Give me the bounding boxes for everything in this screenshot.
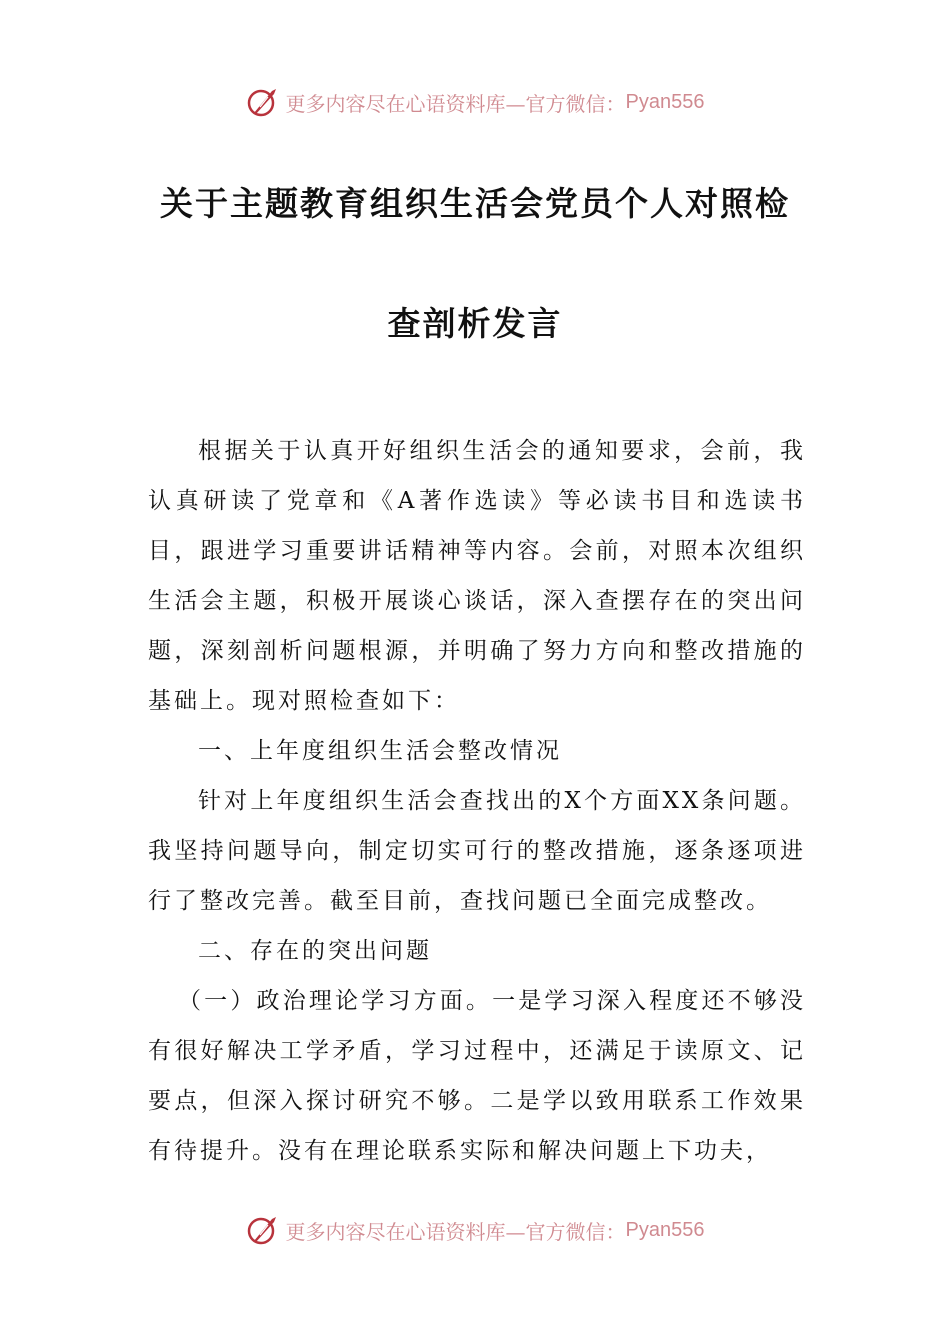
- banner-text: 更多内容尽在心语资料库—官方微信：: [285, 91, 626, 116]
- banner-wechat-handle: Pyan556: [625, 90, 705, 113]
- section-heading: 二、存在的突出问题: [198, 938, 432, 964]
- document-title-line-2: 查剖析发言: [387, 304, 563, 343]
- body-paragraph: 根据关于认真开好组织生活会的通知要求，会前，我认真研读了党章和《A著作选读》等必读书目和选读书目，跟进学习重要讲话精神等内容。会前，对照本次组织生活会主题，积极开展谈心谈话，深入查摆存在的突出问题，深刻剖析问题根源，并明确了努力方向和整改措施的基础上。现对照检查如下：: [148, 438, 806, 714]
- banner-text: 更多内容尽在心语资料库—官方微信：: [285, 1219, 626, 1244]
- document-title-line-1: 关于主题教育组织生活会党员个人对照检: [160, 184, 790, 223]
- body-paragraph: （一）政治理论学习方面。一是学习深入程度还不够没有很好解决工学矛盾，学习过程中，还满足于读原文、记要点，但深入探讨研究不够。二是学以致用联系工作效果有待提升。没有在理论联系实际和解决问题上下功夫，: [148, 988, 806, 1164]
- body-paragraph: 针对上年度组织生活会查找出的X个方面XX条问题。我坚持问题导向，制定切实可行的整改措施，逐条逐项进行了整改完善。截至目前，查找问题已全面完成整改。: [148, 788, 806, 914]
- quill-circle-logo-icon: [246, 1213, 280, 1247]
- banner-wechat-handle: Pyan556: [625, 1218, 705, 1241]
- section-heading: 一、上年度组织生活会整改情况: [198, 738, 562, 764]
- document-body: [148, 426, 806, 1176]
- footer-banner: [0, 1210, 950, 1250]
- quill-circle-logo-icon: [246, 85, 280, 119]
- header-banner: [0, 82, 950, 122]
